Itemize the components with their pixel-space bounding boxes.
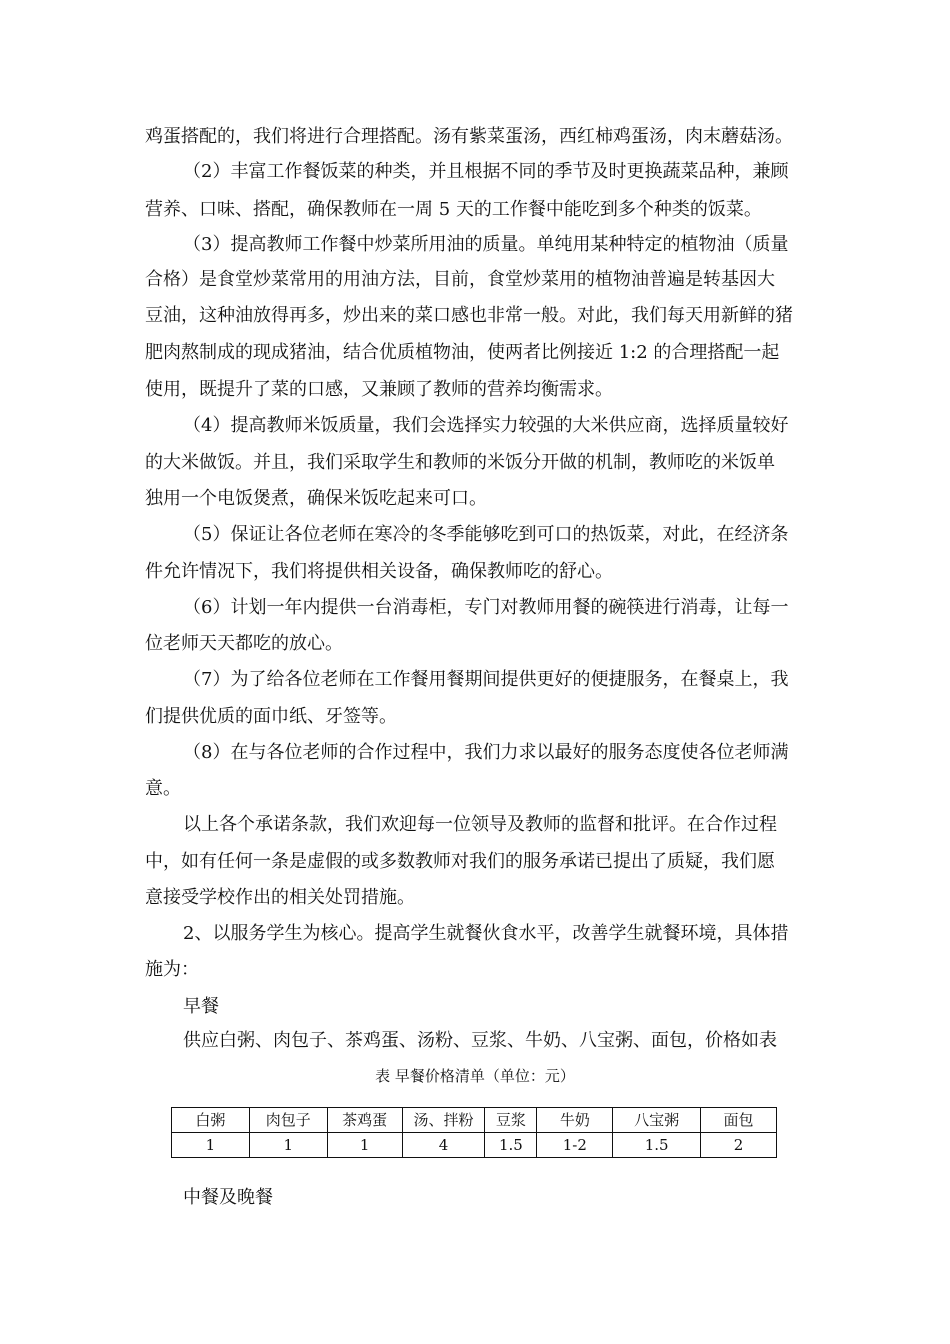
paragraph-line: 鸡蛋搭配的，我们将进行合理搭配。汤有紫菜蛋汤，西红柿鸡蛋汤，肉末蘑菇汤。 bbox=[145, 126, 793, 147]
paragraph-line: （8）在与各位老师的合作过程中，我们力求以最好的服务态度使各位老师满 bbox=[183, 742, 789, 763]
paragraph-line: 施为： bbox=[145, 959, 199, 980]
paragraph-line: 2、以服务学生为核心。提高学生就餐伙食水平，改善学生就餐环境，具体措 bbox=[183, 923, 789, 944]
table-cell: 1-2 bbox=[537, 1133, 613, 1158]
paragraph-line: 以上各个承诺条款，我们欢迎每一位领导及教师的监督和批评。在合作过程 bbox=[183, 814, 777, 835]
table-header-cell: 八宝粥 bbox=[613, 1108, 701, 1133]
paragraph-line: （6）计划一年内提供一台消毒柜，专门对教师用餐的碗筷进行消毒，让每一 bbox=[183, 597, 789, 618]
table-cell: 2 bbox=[701, 1133, 777, 1158]
paragraph-line: 件允许情况下，我们将提供相关设备，确保教师吃的舒心。 bbox=[145, 561, 613, 582]
table-caption: 表 早餐价格清单（单位：元） bbox=[375, 1067, 575, 1085]
paragraph-line: 的大米做饭。并且，我们采取学生和教师的米饭分开做的机制，教师吃的米饭单 bbox=[145, 452, 775, 473]
subheading-breakfast: 早餐 bbox=[183, 996, 219, 1017]
paragraph-line: 位老师天天都吃的放心。 bbox=[145, 633, 343, 654]
table-cell: 4 bbox=[402, 1133, 485, 1158]
table-header-cell: 茶鸡蛋 bbox=[327, 1108, 402, 1133]
paragraph-line: 意接受学校作出的相关处罚措施。 bbox=[145, 887, 415, 908]
paragraph-line: （7）为了给各位老师在工作餐用餐期间提供更好的便捷服务，在餐桌上，我 bbox=[183, 669, 789, 690]
table-row bbox=[172, 1133, 777, 1158]
paragraph-line: （2）丰富工作餐饭菜的种类，并且根据不同的季节及时更换蔬菜品种，兼顾 bbox=[183, 161, 789, 182]
table-header-cell: 面包 bbox=[701, 1108, 777, 1133]
paragraph-line: 豆油，这种油放得再多，炒出来的菜口感也非常一般。对此，我们每天用新鲜的猪 bbox=[145, 305, 793, 326]
paragraph-line: （5）保证让各位老师在寒冷的冬季能够吃到可口的热饭菜，对此，在经济条 bbox=[183, 524, 789, 545]
breakfast-price-table bbox=[171, 1107, 777, 1158]
table-cell: 1.5 bbox=[485, 1133, 537, 1158]
table-header-cell: 白粥 bbox=[172, 1108, 250, 1133]
paragraph-line: 供应白粥、肉包子、茶鸡蛋、汤粉、豆浆、牛奶、八宝粥、面包，价格如表 bbox=[183, 1030, 777, 1051]
paragraph-line: 肥肉熬制成的现成猪油，结合优质植物油，使两者比例接近 1:2 的合理搭配一起 bbox=[145, 342, 780, 363]
paragraph-line: 营养、口味、搭配，确保教师在一周 5 天的工作餐中能吃到多个种类的饭菜。 bbox=[145, 199, 762, 220]
paragraph-line: 意。 bbox=[145, 778, 181, 799]
paragraph-line: 独用一个电饭煲煮，确保米饭吃起来可口。 bbox=[145, 488, 487, 509]
paragraph-line: （3）提高教师工作餐中炒菜所用油的质量。单纯用某种特定的植物油（质量 bbox=[183, 234, 789, 255]
table-cell: 1.5 bbox=[613, 1133, 701, 1158]
paragraph-line: 合格）是食堂炒菜常用的用油方法，目前，食堂炒菜用的植物油普遍是转基因大 bbox=[145, 269, 775, 290]
table-cell: 1 bbox=[249, 1133, 327, 1158]
table-header-cell: 豆浆 bbox=[485, 1108, 537, 1133]
paragraph-line: 们提供优质的面巾纸、牙签等。 bbox=[145, 706, 397, 727]
table-header-cell: 肉包子 bbox=[249, 1108, 327, 1133]
paragraph-line: 中，如有任何一条是虚假的或多数教师对我们的服务承诺已提出了质疑，我们愿 bbox=[145, 851, 775, 872]
table-header-cell: 牛奶 bbox=[537, 1108, 613, 1133]
table-cell: 1 bbox=[172, 1133, 250, 1158]
table-header-cell: 汤、拌粉 bbox=[402, 1108, 485, 1133]
paragraph-line: 使用，既提升了菜的口感，又兼顾了教师的营养均衡需求。 bbox=[145, 379, 613, 400]
subheading-lunch-dinner: 中餐及晚餐 bbox=[183, 1187, 273, 1208]
table-cell: 1 bbox=[327, 1133, 402, 1158]
table-header-row bbox=[172, 1108, 777, 1133]
paragraph-line: （4）提高教师米饭质量，我们会选择实力较强的大米供应商，选择质量较好 bbox=[183, 415, 789, 436]
